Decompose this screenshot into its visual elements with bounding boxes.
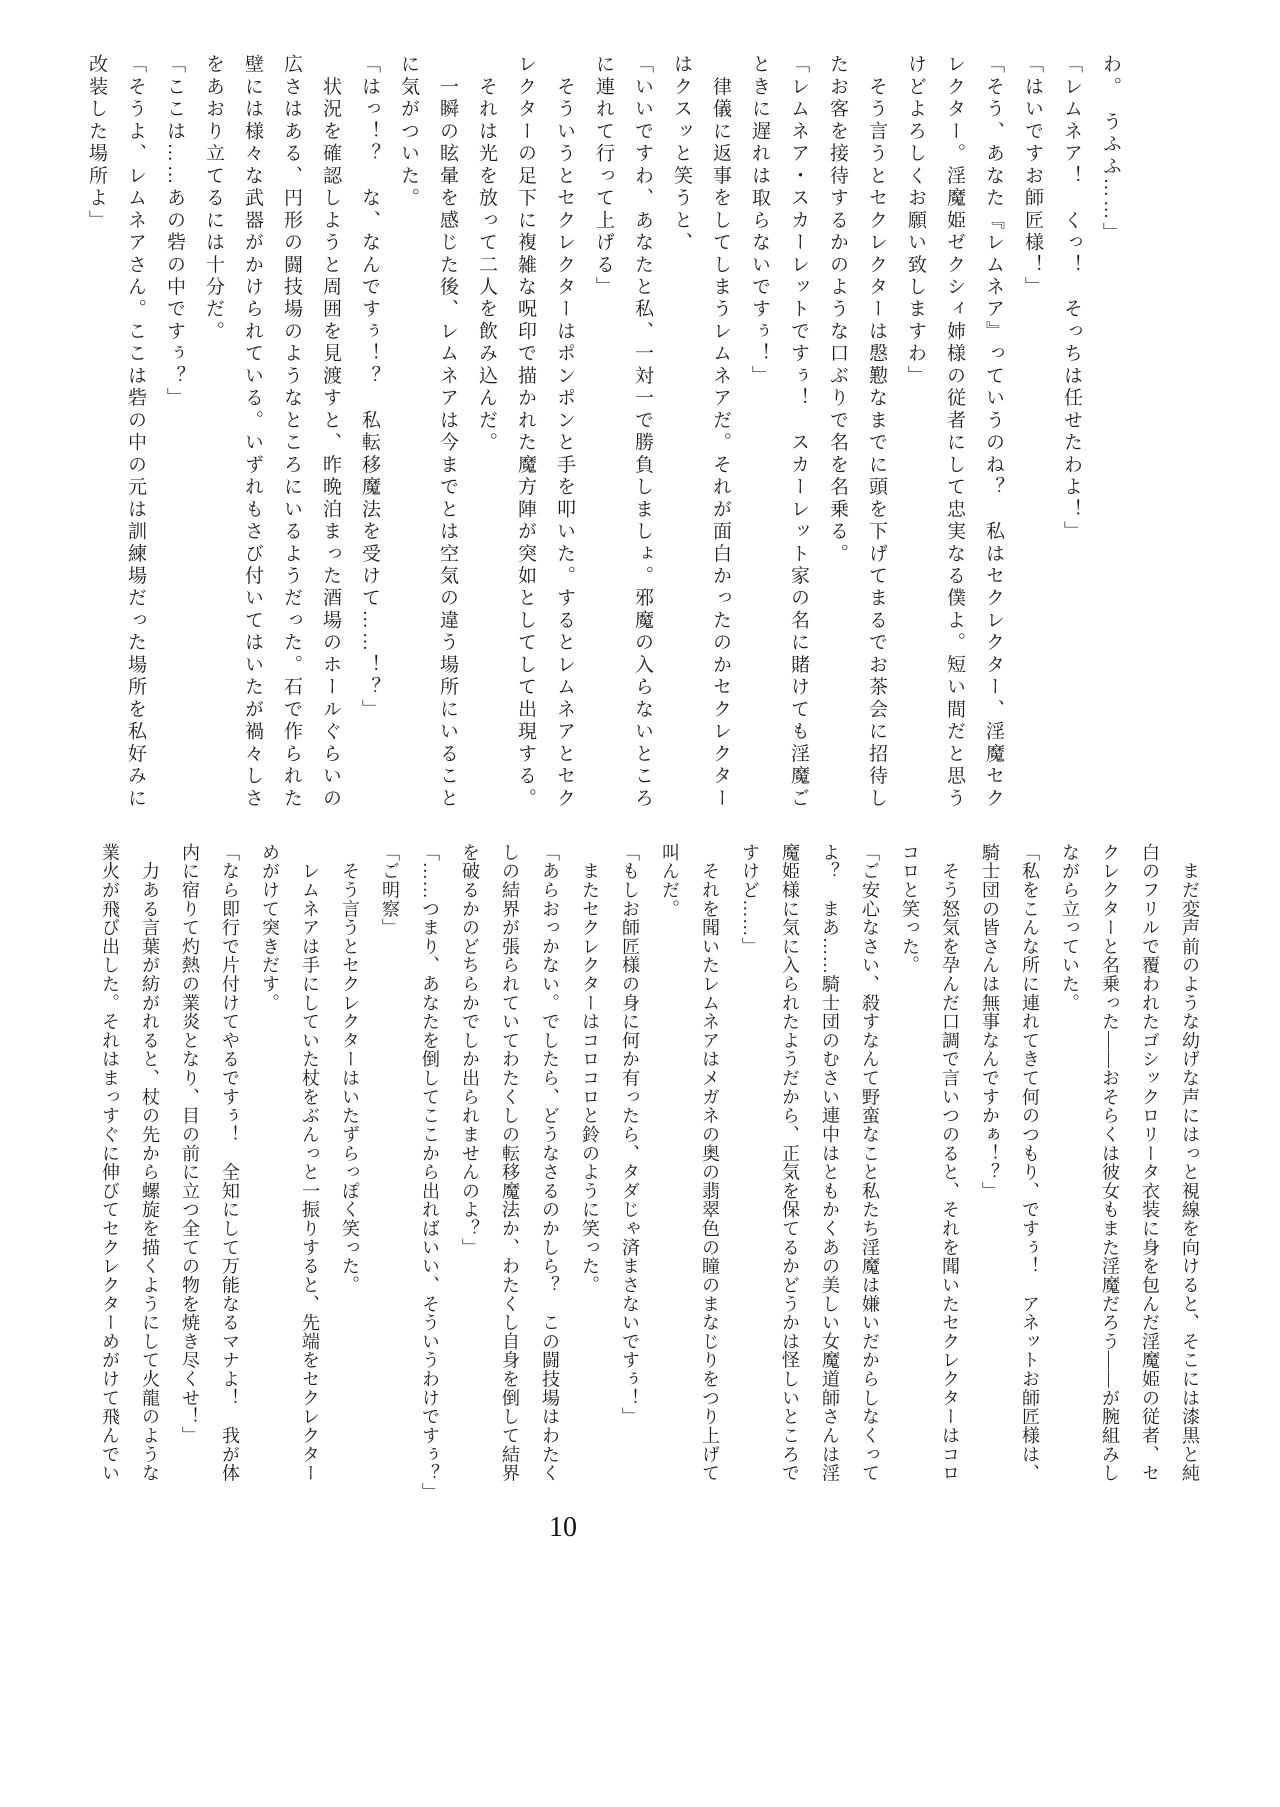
text-column: 「もしお師匠様の身に何か有ったら、タダじゃ済まさないですぅ！」 (620, 843, 640, 1427)
text-column: 広さはある、円形の闘技場のようなところにいるようだった。石で作られた (281, 54, 302, 810)
text-column: すけど……」 (740, 843, 760, 956)
text-column: そう言うとセクレクターはいたずらっぽく笑った。 (340, 843, 360, 1295)
text-column: レクター。淫魔姫ゼクシィ姉様の従者にして忠実なる僕よ。短い間だと思う (944, 54, 965, 810)
text-column: ときに遅れは取らないですぅ！」 (749, 54, 770, 388)
text-column: けどよろしくお願い致しますわ」 (905, 54, 926, 388)
text-block-bottom (90, 843, 1210, 1501)
text-column: 「レムネア！ くっ！ そっちは任せたわよ！」 (1061, 54, 1082, 544)
text-column: コロと笑った。 (900, 843, 920, 975)
text-column: 「そうよ、レムネアさん。ここは砦の中の元は訓練場だった場所を私好みに (125, 54, 146, 810)
text-column: めがけて突きだす。 (260, 843, 280, 1013)
text-column: 「ここは……あの砦の中ですぅ？」 (164, 54, 185, 410)
text-column: 「そう、あなた『レムネア』っていうのね？ 私はセクレクター、淫魔セク (983, 54, 1004, 810)
text-column: 「あらおっかない。でしたら、どうなさるのかしら？ この闘技場はわたく (540, 843, 560, 1483)
text-column: 内に宿りて灼熱の業炎となり、目の前に立つ全ての物を焼き尽くせ！」 (180, 843, 200, 1445)
text-column: そう言うとセクレクターは慇懃なまでに頭を下げてまるでお茶会に招待し (866, 54, 887, 810)
text-column: まだ変声前のような幼げな声にはっと視線を向けると、そこには漆黒と純 (1180, 843, 1200, 1483)
text-column: 壁には様々な武器がかけられている。いずれもさび付いてはいたが禍々しさ (242, 54, 263, 810)
text-column: ながら立っていた。 (1060, 843, 1080, 1013)
text-column: それを聞いたレムネアはメガネの奥の翡翠色の瞳のまなじりをつり上げて (700, 843, 720, 1483)
text-column: 状況を確認しようと周囲を見渡すと、昨晩泊まった酒場のホールぐらいの (320, 54, 341, 810)
text-column: 「私をこんな所に連れてきて何のつもり、ですぅ！ アネットお師匠様は、 (1020, 843, 1040, 1483)
text-column: を破るかのどちらかでしか出られませんのよ？」 (460, 843, 480, 1257)
text-column: に気がついた。 (398, 54, 419, 210)
text-column: 白のフリルで覆われたゴシックロリータ衣装に身を包んだ淫魔姫の従者、セ (1140, 843, 1160, 1483)
text-column: 魔姫様に気に入られたようだから、正気を保てるかどうかは怪しいところで (780, 843, 800, 1483)
text-column: 「なら即行で片付けてやるですぅ！ 全知にして万能なるマナよ！ 我が体 (220, 843, 240, 1483)
text-column: わ。 うふふ……」 (1100, 54, 1121, 245)
text-column: またセクレクターはコロコロと鈴のように笑った。 (580, 843, 600, 1295)
text-column: よ？ まあ……騎士団のむさい連中はともかくあの美しい女魔道師さんは淫 (820, 843, 840, 1483)
text-column: 改装した場所よ」 (86, 54, 107, 232)
text-column: クレクターと名乗った――おそらくは彼女もまた淫魔だろう――が腕組みし (1100, 843, 1120, 1483)
text-column: 一瞬の眩暈を感じた後、レムネアは今までとは空気の違う場所にいること (437, 54, 458, 810)
text-column: たお客を接待するかのような口ぶりで名を名乗る。 (827, 54, 848, 566)
text-column: レムネアは手にしていた杖をぶんっと一振りすると、先端をセクレクター (300, 843, 320, 1483)
text-column: 叫んだ。 (660, 843, 680, 919)
text-column: 「ご明察」 (380, 843, 400, 938)
text-column: そう怒気を孕んだ口調で言いつのると、それを聞いたセクレクターはコロ (940, 843, 960, 1483)
text-column: 業火が飛び出した。それはまっすぐに伸びてセクレクターめがけて飛んでい (100, 843, 120, 1483)
text-column: 力ある言葉が紡がれると、杖の先から螺旋を描くようにして火龍のような (140, 843, 160, 1483)
text-column: しの結界が張られていてわたくしの転移魔法か、わたくし自身を倒して結界 (500, 843, 520, 1483)
page-number: 10 (549, 1512, 577, 1543)
text-column: 律儀に返事をしてしまうレムネアだ。それが面白かったのかセクレクター (710, 54, 731, 810)
text-column: 「はいですお師匠様！」 (1022, 54, 1043, 299)
text-column: 「……つまり、あなたを倒してここから出ればいい、そういうわけですぅ？」 (420, 843, 440, 1502)
text-column: はクスッと笑うと、 (671, 54, 692, 255)
text-column: 「レムネア・スカーレットですぅ！ スカーレット家の名に賭けても淫魔ご (788, 54, 809, 810)
text-column: そういうとセクレクターはポンポンと手を叩いた。するとレムネアとセク (554, 54, 575, 810)
text-column: レクターの足下に複雑な呪印で描かれた魔方陣が突如としてして出現する。 (515, 54, 536, 810)
text-column: をあおり立てるには十分だ。 (203, 54, 224, 343)
text-column: 「いいですわ、あなたと私、一対一で勝負しましょ。邪魔の入らないところ (632, 54, 653, 810)
text-column: 「ご安心なさい、殺すなんて野蛮なこと私たち淫魔は嫌いだからしなくって (860, 843, 880, 1483)
text-column: 「はっ！？ な、なんですぅ！？ 私転移魔法を受けて……！？」 (359, 54, 380, 721)
text-block-top (77, 54, 1130, 810)
text-column: 騎士団の皆さんは無事なんですかぁ！？」 (980, 843, 1000, 1201)
text-column: それは光を放って二人を飲み込んだ。 (476, 54, 497, 455)
text-column: に連れて行って上げる」 (593, 54, 614, 299)
